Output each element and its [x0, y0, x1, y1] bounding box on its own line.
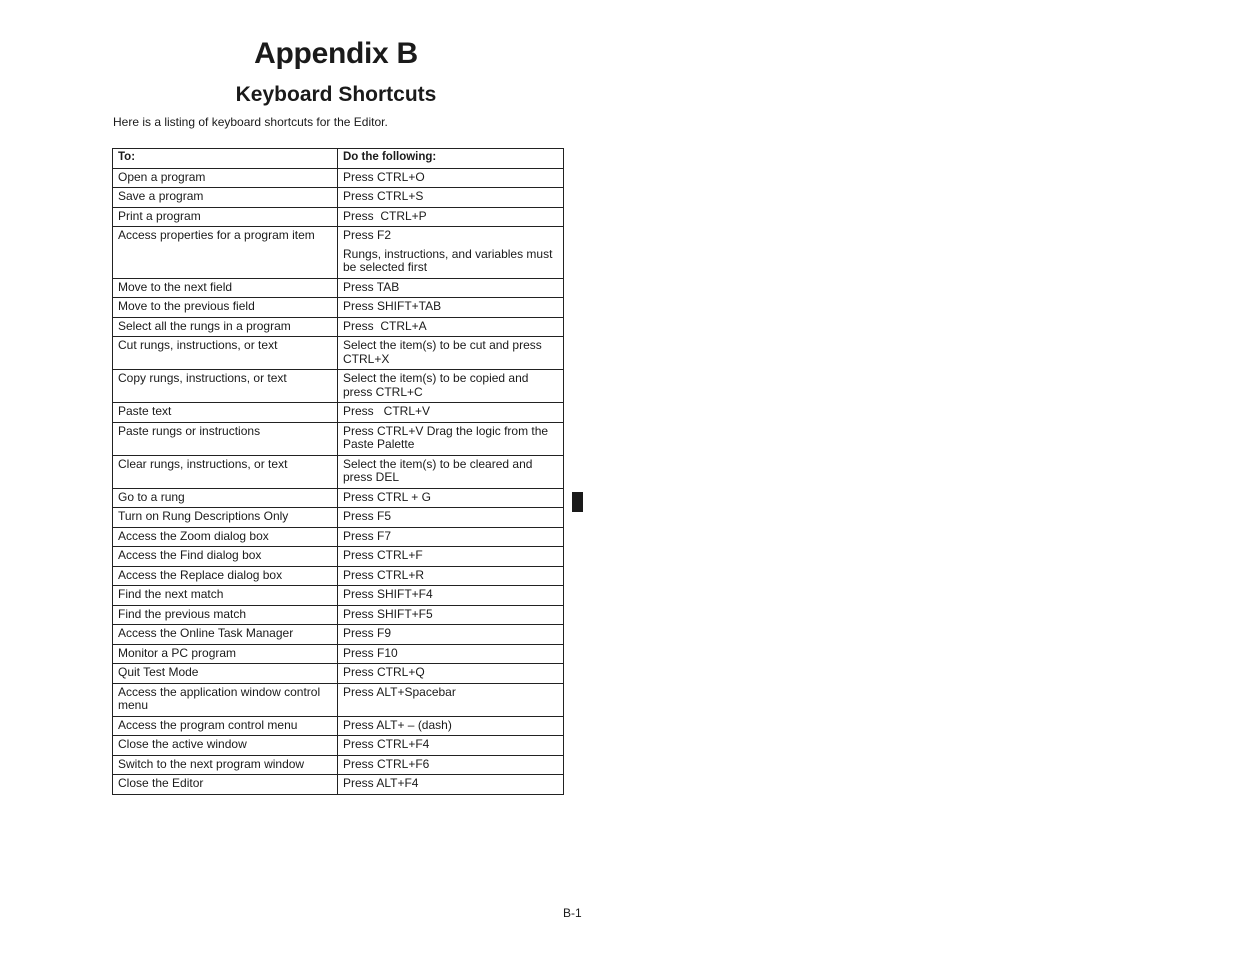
table-row: [113, 207, 564, 227]
keys-text: Press CTRL + G: [343, 489, 431, 504]
action-cell: Open a program: [113, 168, 338, 188]
keys-text: Press ALT+Spacebar: [343, 684, 456, 699]
table-row: [113, 547, 564, 567]
table-row: [113, 508, 564, 528]
action-cell: Move to the previous field: [113, 298, 338, 318]
action-cell: Close the Editor: [113, 775, 338, 795]
keys-cell: [338, 298, 564, 318]
action-cell: Access the Online Task Manager: [113, 625, 338, 645]
keys-text: Select the item(s) to be cleared and press DEL: [343, 456, 536, 484]
keys-cell: [338, 403, 564, 423]
table-row: [113, 683, 564, 716]
table-row: [113, 664, 564, 684]
keys-text: Press CTRL+F6: [343, 756, 430, 771]
table-row: [113, 527, 564, 547]
keys-text: Press SHIFT+TAB: [343, 299, 442, 313]
action-cell: Cut rungs, instructions, or text: [113, 337, 338, 370]
table-row: [113, 736, 564, 756]
section-title: Keyboard Shortcuts: [235, 83, 437, 106]
table-row: [113, 625, 564, 645]
keys-cell: [338, 207, 564, 227]
keys-text: Press TAB: [343, 279, 400, 294]
keys-text: Press F5: [343, 509, 392, 523]
keys-text: Press CTRL+P: [343, 208, 427, 223]
action-cell: Access the application window control menu: [113, 683, 338, 716]
action-cell: Quit Test Mode: [113, 664, 338, 684]
action-cell: Close the active window: [113, 736, 338, 756]
keys-cell: [338, 278, 564, 298]
keys-cell: [338, 716, 564, 736]
shortcuts-table: [112, 148, 564, 795]
keys-text: Press CTRL+O: [343, 169, 425, 184]
table-row: [113, 605, 564, 625]
keys-cell: [338, 168, 564, 188]
table-row: [113, 488, 564, 508]
table-row: [113, 644, 564, 664]
action-cell: Access the program control menu: [113, 716, 338, 736]
action-cell: Print a program: [113, 207, 338, 227]
column-header-keys: Do the following:: [338, 149, 564, 169]
keys-cell: [338, 422, 564, 455]
action-cell: Access properties for a program item: [113, 227, 338, 279]
action-cell: Move to the next field: [113, 278, 338, 298]
table-row: [113, 422, 564, 455]
action-cell: Go to a rung: [113, 488, 338, 508]
page-title: Appendix B: [254, 37, 418, 70]
keys-cell: [338, 370, 564, 403]
table-row: [113, 716, 564, 736]
action-cell: Find the previous match: [113, 605, 338, 625]
column-header-action: To:: [113, 149, 338, 169]
keys-cell: [338, 586, 564, 606]
keys-cell: [338, 736, 564, 756]
keys-text: Select the item(s) to be copied and press CTRL+C: [343, 371, 532, 399]
action-cell: Switch to the next program window: [113, 755, 338, 775]
keys-cell: [338, 455, 564, 488]
table-row: [113, 188, 564, 208]
keys-cell: [338, 664, 564, 684]
keys-text: Press CTRL+S: [343, 189, 424, 203]
keys-cell: [338, 547, 564, 567]
keys-text: Press ALT+F4: [343, 776, 419, 790]
table-body: [113, 168, 564, 794]
keys-cell: [338, 527, 564, 547]
intro-paragraph: Here is a listing of keyboard shortcuts for the Editor.: [113, 115, 388, 129]
keys-cell: [338, 488, 564, 508]
keys-cell: [338, 755, 564, 775]
keys-text: Press CTRL+Q: [343, 665, 425, 679]
action-cell: Access the Zoom dialog box: [113, 527, 338, 547]
table-row: [113, 775, 564, 795]
table-row: [113, 370, 564, 403]
table-row: [113, 298, 564, 318]
action-cell: Access the Replace dialog box: [113, 566, 338, 586]
keys-cell: [338, 317, 564, 337]
keys-cell: [338, 775, 564, 795]
table-row: [113, 755, 564, 775]
section-edge-tab: [572, 492, 583, 512]
table-header-row: [113, 149, 564, 169]
keys-cell: [338, 508, 564, 528]
keys-text: Press F9: [343, 626, 392, 640]
action-cell: Paste text: [113, 403, 338, 423]
table-row: [113, 317, 564, 337]
keys-text: Press SHIFT+F5: [343, 606, 433, 621]
keys-text: Press F10: [343, 645, 398, 660]
table-row: [113, 337, 564, 370]
keys-cell: [338, 683, 564, 716]
table-row: [113, 586, 564, 606]
table-row: [113, 227, 564, 279]
keys-cell: [338, 188, 564, 208]
table-row: [113, 566, 564, 586]
keys-note: Rungs, instructions, and variables must be selected first: [343, 246, 553, 274]
action-cell: Access the Find dialog box: [113, 547, 338, 567]
table-row: [113, 403, 564, 423]
action-cell: Paste rungs or instructions: [113, 422, 338, 455]
table-row: [113, 455, 564, 488]
action-cell: Find the next match: [113, 586, 338, 606]
action-cell: Monitor a PC program: [113, 644, 338, 664]
keys-text: Press CTRL+V: [343, 404, 431, 418]
keys-text: Press CTRL+F4: [343, 737, 430, 751]
keys-cell: [338, 566, 564, 586]
action-cell: Save a program: [113, 188, 338, 208]
keys-text: Select the item(s) to be cut and press CTRL+X: [343, 338, 546, 366]
keys-text: Press ALT+ – (dash): [343, 717, 452, 732]
action-cell: Clear rungs, instructions, or text: [113, 455, 338, 488]
keys-text: Press CTRL+R: [343, 567, 425, 582]
keys-text: Press F7: [343, 528, 392, 543]
keys-text: Press SHIFT+F4: [343, 587, 433, 601]
keys-cell: [338, 227, 564, 279]
action-cell: Select all the rungs in a program: [113, 317, 338, 337]
table-row: [113, 278, 564, 298]
keys-text: Press CTRL+V Drag the logic from the Paste Palette: [343, 423, 552, 451]
keys-text: Press CTRL+F: [343, 548, 423, 562]
keys-cell: [338, 625, 564, 645]
page-number: B-1: [563, 906, 582, 920]
keys-text: Press F2: [343, 228, 392, 242]
action-cell: Copy rungs, instructions, or text: [113, 370, 338, 403]
keys-text: Press CTRL+A: [343, 318, 427, 333]
keys-cell: [338, 605, 564, 625]
keys-cell: [338, 644, 564, 664]
action-cell: Turn on Rung Descriptions Only: [113, 508, 338, 528]
table-row: [113, 168, 564, 188]
keys-cell: [338, 337, 564, 370]
